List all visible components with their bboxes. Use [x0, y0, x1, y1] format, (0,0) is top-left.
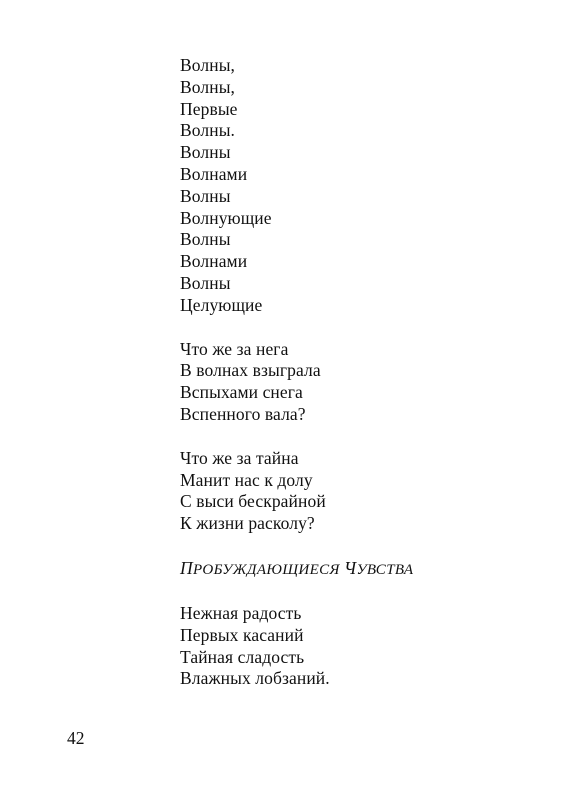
- stanza-3: [180, 448, 540, 535]
- stanza-2: [180, 339, 540, 426]
- poem-line: Вспыхами снега: [180, 382, 303, 403]
- heading-smallcaps: РОБУЖДАЮЩИЕСЯ: [193, 561, 344, 578]
- poem-line: Первые: [180, 98, 238, 119]
- heading-initial: П: [180, 557, 194, 578]
- poem-line: Волны: [180, 272, 231, 293]
- heading-smallcaps: УВСТВА: [356, 561, 414, 578]
- poem-line: Вспенного вала?: [180, 403, 306, 424]
- poem-line: Манит нас к долу: [180, 469, 313, 490]
- poem-text: [180, 55, 540, 690]
- poem-line: Волнующие: [180, 207, 272, 228]
- stanza-break: [180, 535, 540, 557]
- section-heading: [180, 557, 540, 581]
- stanza-break: [180, 317, 540, 339]
- poem-line: С выси бескрайной: [180, 491, 326, 512]
- heading-initial: Ч: [343, 557, 357, 578]
- poem-line: Влажных лобзаний.: [180, 668, 330, 689]
- page-number: 42: [67, 728, 85, 748]
- poem-line: К жизни расколу?: [180, 513, 315, 534]
- poem-line: Волнами: [180, 163, 248, 184]
- stanza-break: [180, 426, 540, 448]
- poem-line: Что же за нега: [180, 338, 289, 359]
- poem-line: В волнах взыграла: [180, 360, 321, 381]
- stanza-break: [180, 581, 540, 603]
- poem-line: Целующие: [180, 294, 263, 315]
- poem-line: Нежная радость: [180, 602, 302, 623]
- poem-line: Волны: [180, 142, 231, 163]
- poem-line: Тайная сладость: [180, 646, 305, 667]
- poem-line: Волнами: [180, 251, 248, 272]
- stanza-4: [180, 603, 540, 690]
- poem-line: Первых касаний: [180, 624, 304, 645]
- poem-line: Волны,: [180, 76, 236, 97]
- poem-line: Волны: [180, 229, 231, 250]
- poem-line: Волны: [180, 185, 231, 206]
- poem-line: Волны,: [180, 55, 236, 75]
- poem-line: Что же за тайна: [180, 447, 299, 468]
- poem-line: Волны.: [180, 120, 236, 141]
- stanza-1: [180, 55, 540, 317]
